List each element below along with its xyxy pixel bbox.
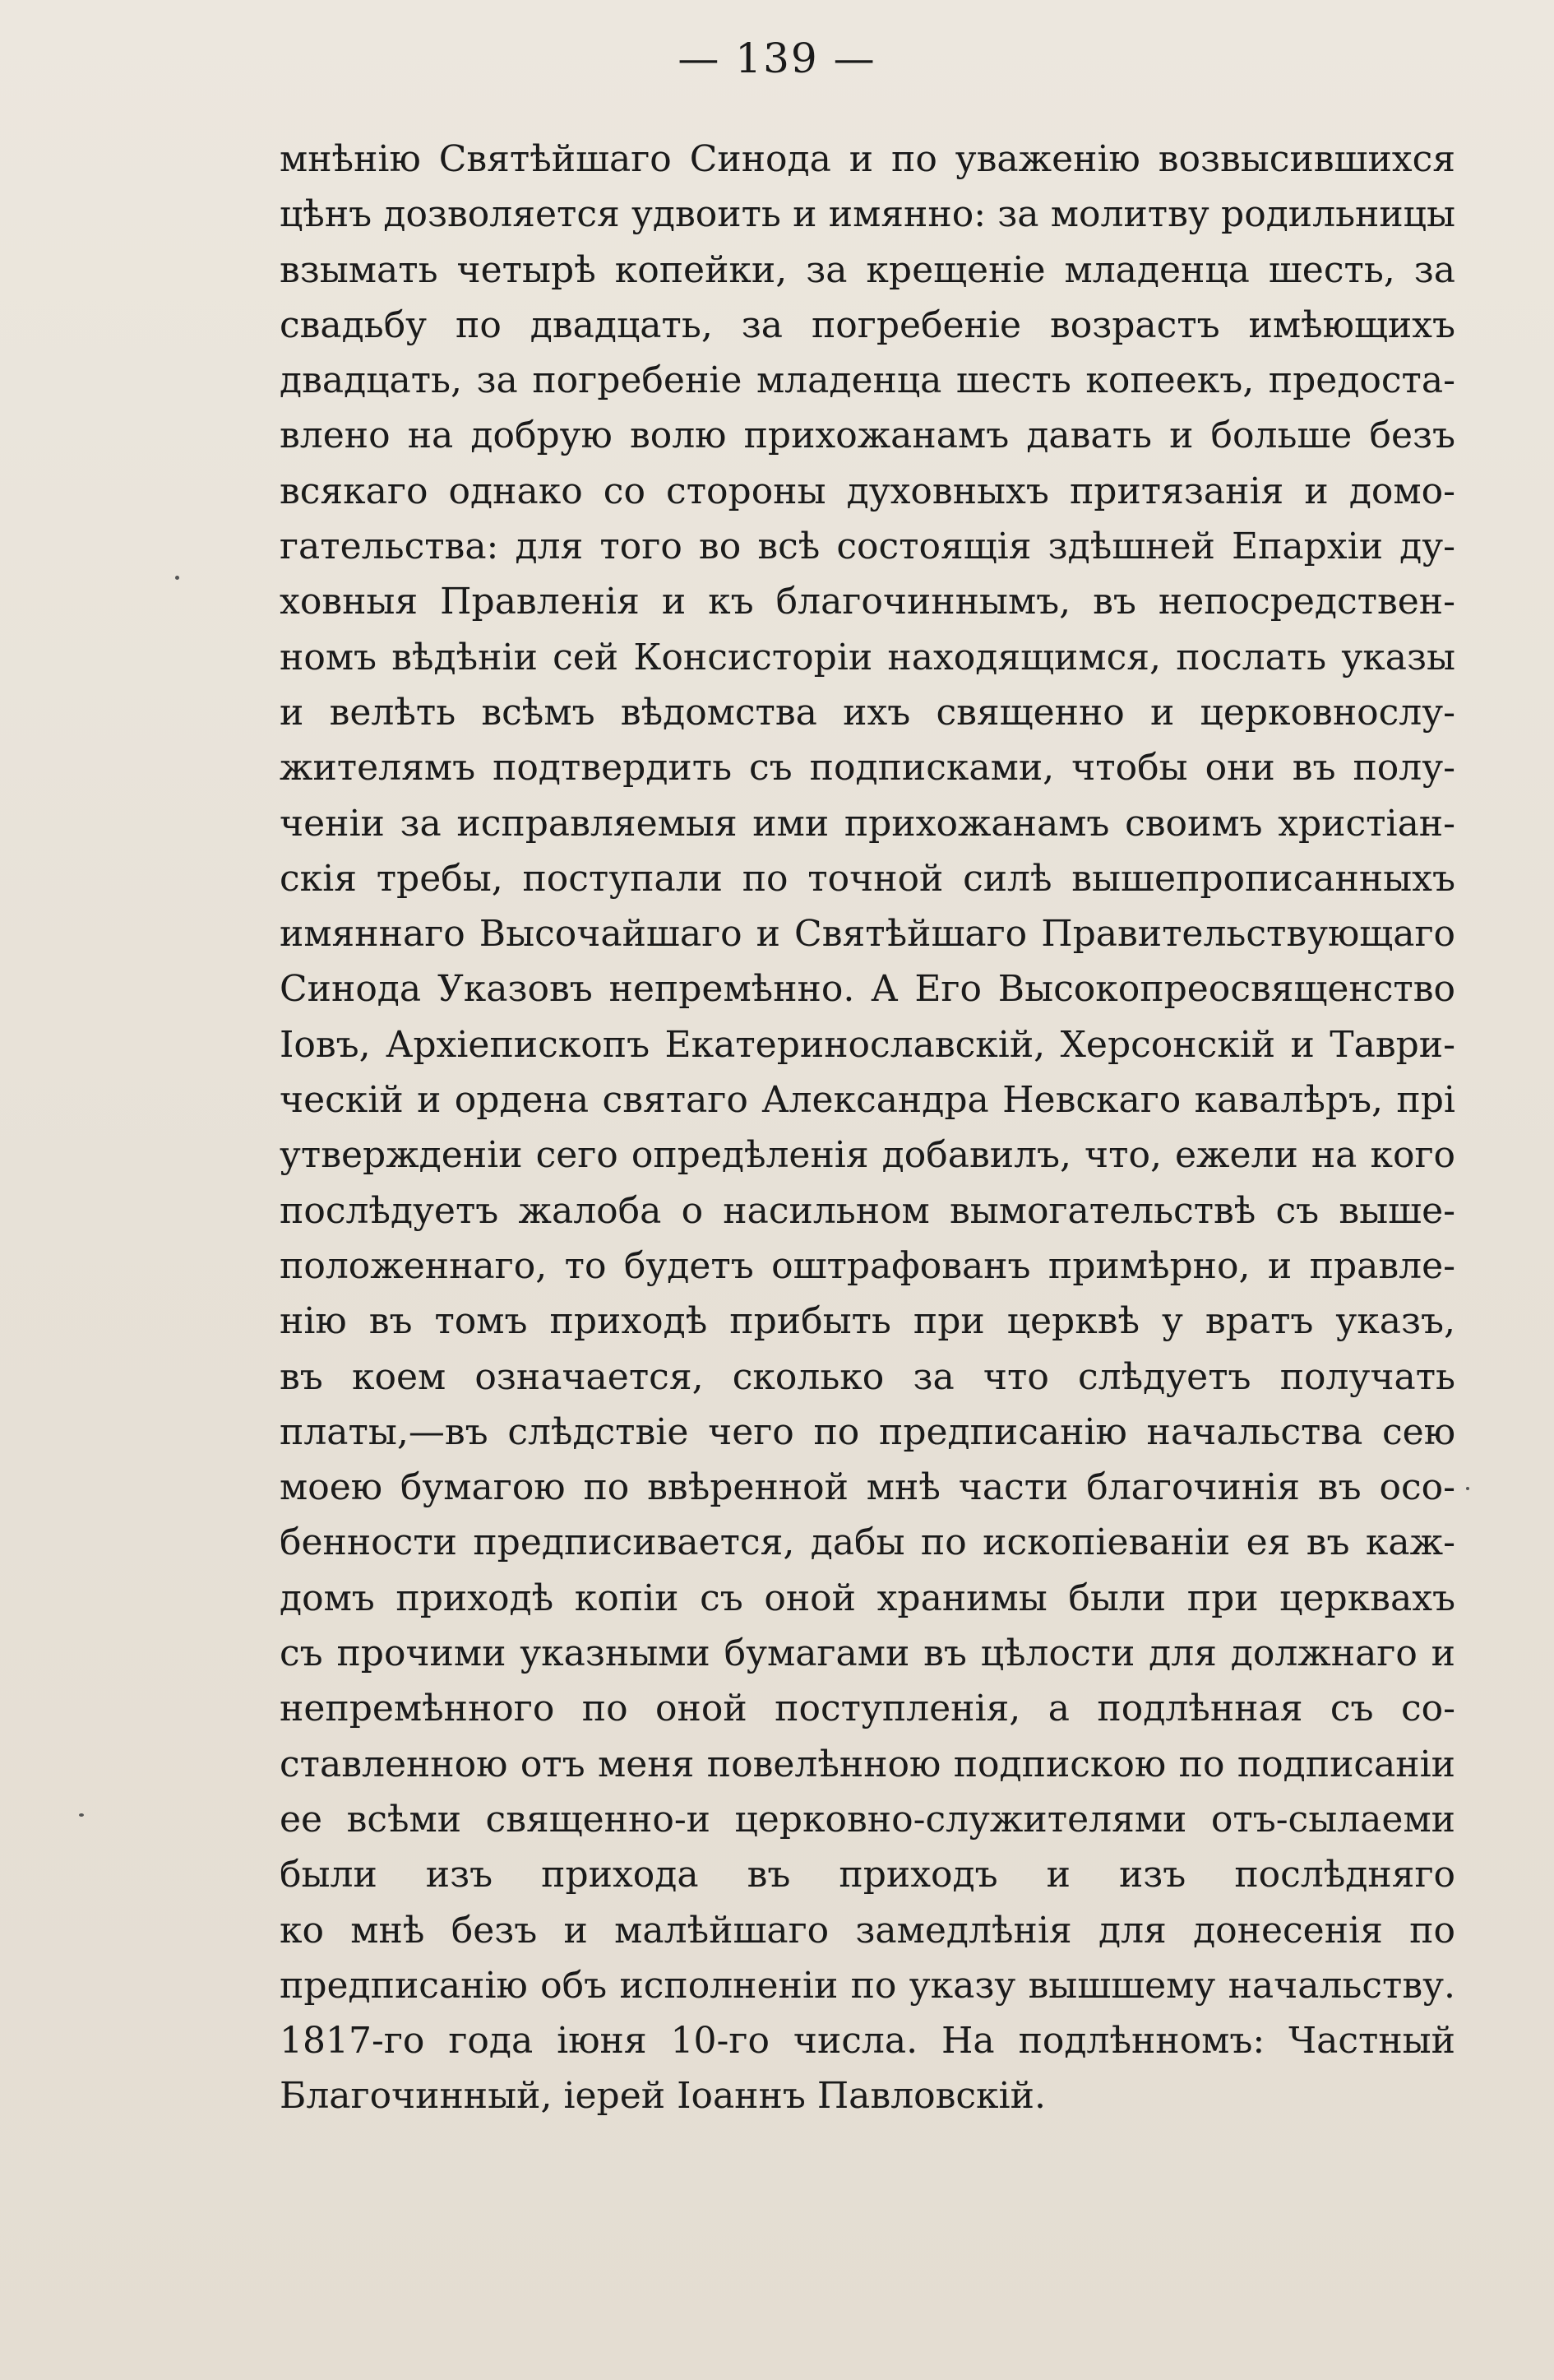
text-line: съ прочими указными бумагами въ цѣлости для должнаго и [280,1632,1455,1675]
text-line: нію въ томъ приходѣ прибыть при церквѣ у вратъ указъ, [280,1300,1455,1343]
text-line: домъ приходѣ копіи съ оной хранимы были при церквахъ [280,1577,1455,1619]
text-line: жителямъ подтвердить съ подписками, чтобы они въ полу- [280,747,1455,789]
text-line: утвержденіи сего опредѣленія добавилъ, что, ежели на кого [280,1134,1455,1177]
text-line: мнѣнію Святѣйшаго Синода и по уваженію возвысившихся [280,138,1455,180]
text-line: всякаго однако со стороны духовныхъ притязанія и домо- [280,470,1455,512]
text-line: и велѣть всѣмъ вѣдомства ихъ священно и церковнослу- [280,691,1455,734]
text-line: положеннаго, то будетъ оштрафованъ примѣрно, и правле- [280,1244,1455,1287]
text-line: предписанію объ исполненіи по указу вышшему начальству. [280,1964,1455,2007]
print-speck [79,1813,84,1817]
text-line: гательства: для того во всѣ состоящія здѣшней Епархіи ду- [280,526,1455,568]
text-line-last: Благочинный, іерей Іоаннъ Павловскій. [280,2075,1046,2118]
text-line: 1817-го года іюня 10-го числа. На подлѣнномъ: Частный [280,2020,1455,2063]
text-line: цѣнъ дозволяется удвоить и имянно: за молитву родильницы [280,193,1455,236]
text-line: бенности предписивается, дабы по ископіеваніи ея въ каж- [280,1521,1455,1564]
text-line: ее всѣми священно-и церковно-служителями отъ-сылаеми [280,1798,1455,1841]
text-line: были изъ прихода въ приходъ и изъ послѣдняго [280,1854,1455,1896]
print-speck [175,576,179,580]
text-line: платы,—въ слѣдствіе чего по предписанію начальства сею [280,1410,1455,1453]
text-line: имяннаго Высочайшаго и Святѣйшаго Правительствующаго [280,913,1455,956]
text-line: номъ вѣдѣніи сей Консисторіи находящимся, послать указы [280,636,1455,678]
text-line: влено на добрую волю прихожанамъ давать и больше безъ [280,414,1455,457]
text-line: Синода Указовъ непремѣнно. А Его Высокопреосвященство [280,968,1455,1011]
text-line: въ коем означается, сколько за что слѣдуетъ получать [280,1355,1455,1398]
text-line: непремѣнного по оной поступленія, а подлѣнная съ со- [280,1688,1455,1730]
text-line: двадцать, за погребеніе младенца шесть копеекъ, предоста- [280,359,1455,402]
body-text [280,132,1455,2124]
text-line: Іовъ, Архіепископъ Екатеринославскій, Херсонскій и Таври- [280,1023,1455,1066]
text-line: ставленною отъ меня повелѣнною подпискою по подписаніи [280,1743,1455,1785]
print-speck [1466,1487,1469,1490]
page-number: — 139 — [678,35,876,82]
text-line: свадьбу по двадцать, за погребеніе возрастъ имѣющихъ [280,303,1455,346]
text-line: послѣдуетъ жалоба о насильном вымогательствѣ съ выше- [280,1189,1455,1232]
text-line: моею бумагою по ввѣренной мнѣ части благочинія въ осо- [280,1466,1455,1509]
text-line: скія требы, поступали по точной силѣ вышепрописанныхъ [280,857,1455,900]
text-line: ховныя Правленія и къ благочиннымъ, въ непосредствен- [280,581,1455,623]
text-line: ченіи за исправляемыя ими прихожанамъ своимъ христіан- [280,802,1455,845]
text-line: ко мнѣ безъ и малѣйшаго замедлѣнія для донесенія по [280,1909,1455,1952]
text-line: взымать четырѣ копейки, за крещеніе младенца шесть, за [280,248,1455,291]
text-line: ческій и ордена святаго Александра Невскаго кавалѣръ, прі [280,1079,1455,1122]
